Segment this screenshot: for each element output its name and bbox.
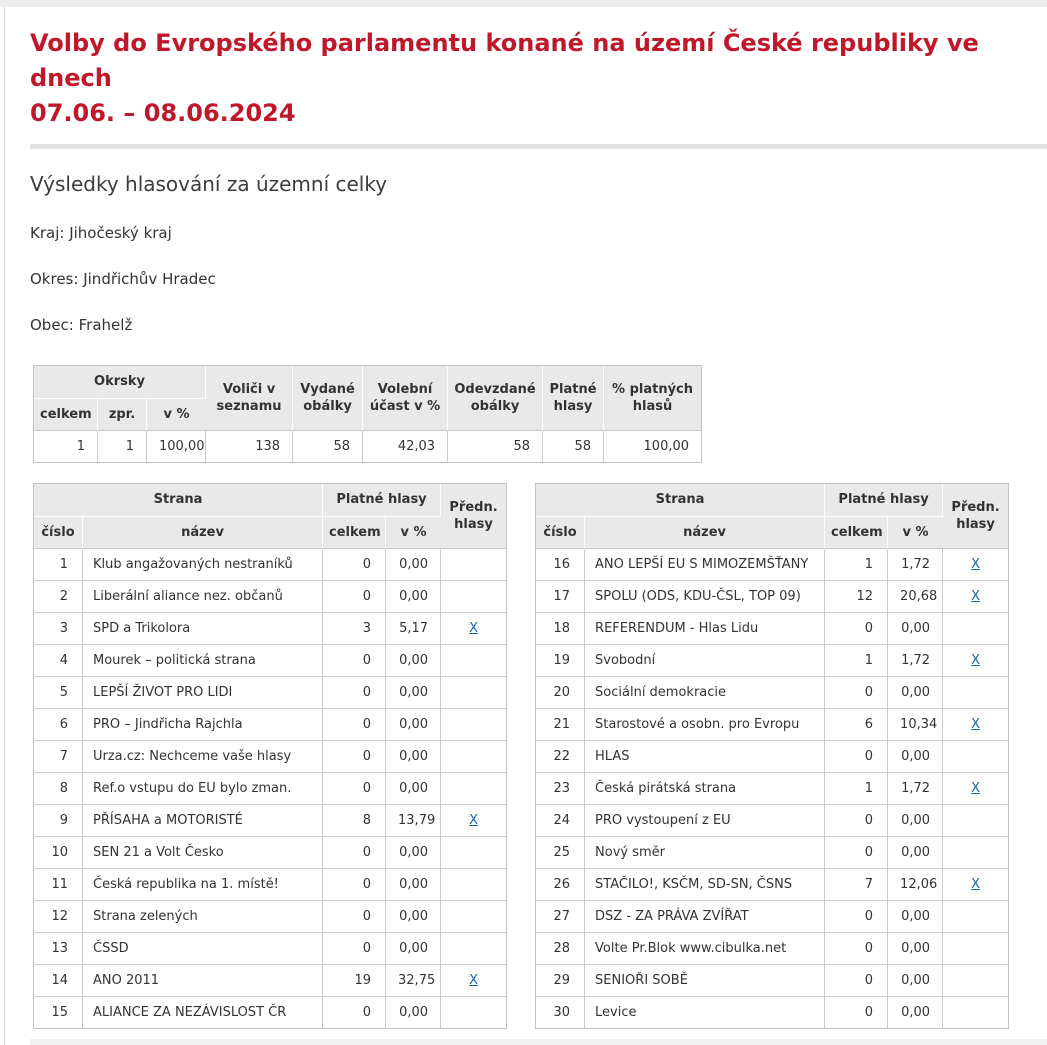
party-pref-cell xyxy=(441,709,506,741)
celkem-header: celkem xyxy=(323,517,386,550)
party-number-cell: 5 xyxy=(34,677,83,709)
party-votes-cell: 0 xyxy=(825,677,888,709)
party-pct-cell: 0,00 xyxy=(888,965,943,997)
left-border-line xyxy=(4,7,5,1045)
party-pct-cell: 0,00 xyxy=(888,613,943,645)
party-number-cell: 23 xyxy=(536,773,585,805)
party-number-cell: 12 xyxy=(34,901,83,933)
party-pct-cell: 0,00 xyxy=(888,677,943,709)
table-row xyxy=(34,677,506,709)
table-row xyxy=(536,677,1008,709)
platne-hlasy-value: 58 xyxy=(543,431,604,462)
party-name-cell: ČSSD xyxy=(83,933,323,965)
party-name-cell: Volte Pr.Blok www.cibulka.net xyxy=(585,933,825,965)
party-number-cell: 6 xyxy=(34,709,83,741)
party-votes-cell: 0 xyxy=(323,677,386,709)
party-pct-cell: 0,00 xyxy=(386,837,441,869)
kraj-line xyxy=(30,224,1047,242)
party-pref-cell xyxy=(441,837,506,869)
party-pref-cell xyxy=(943,869,1008,901)
table-row xyxy=(536,965,1008,997)
platne-hlasy-header: Platné hlasy xyxy=(543,366,604,431)
party-number-cell: 13 xyxy=(34,933,83,965)
party-pct-cell: 0,00 xyxy=(888,837,943,869)
preferential-votes-link[interactable]: X xyxy=(469,973,478,989)
party-name-cell: Urza.cz: Nechceme vaše hlasy xyxy=(83,741,323,773)
party-pref-cell xyxy=(441,869,506,901)
bottom-gray-strip xyxy=(30,1039,1047,1045)
summary-table xyxy=(33,365,702,463)
strana-header: Strana xyxy=(34,484,323,517)
party-pref-cell xyxy=(441,933,506,965)
party-pct-cell: 0,00 xyxy=(386,901,441,933)
party-votes-cell: 0 xyxy=(323,773,386,805)
party-pct-cell: 32,75 xyxy=(386,965,441,997)
volebni-ucast-header: Volební účast v % xyxy=(363,366,448,431)
party-votes-cell: 0 xyxy=(323,997,386,1028)
volebni-ucast-value: 42,03 xyxy=(363,431,448,462)
party-pct-cell: 0,00 xyxy=(386,677,441,709)
party-name-cell: SPD a Trikolora xyxy=(83,613,323,645)
party-pref-cell xyxy=(441,645,506,677)
party-pref-cell xyxy=(441,901,506,933)
party-pref-cell xyxy=(943,805,1008,837)
party-pref-cell xyxy=(943,581,1008,613)
okres-value: Jindřichův Hradec xyxy=(83,270,216,288)
party-pct-cell: 5,17 xyxy=(386,613,441,645)
party-votes-cell: 8 xyxy=(323,805,386,837)
page-title-line-1: Volby do Evropského parlamentu konané na území České republiky ve dnech xyxy=(30,29,979,92)
table-row xyxy=(536,549,1008,581)
party-number-cell: 14 xyxy=(34,965,83,997)
table-row xyxy=(536,613,1008,645)
party-pref-cell xyxy=(943,773,1008,805)
party-number-cell: 16 xyxy=(536,549,585,581)
party-pct-cell: 0,00 xyxy=(386,933,441,965)
table-row xyxy=(34,549,506,581)
okrsky-vpct-header: v % xyxy=(147,399,206,432)
party-votes-cell: 7 xyxy=(825,869,888,901)
party-votes-cell: 0 xyxy=(323,741,386,773)
kraj-value: Jihočeský kraj xyxy=(69,224,172,242)
party-votes-cell: 0 xyxy=(323,933,386,965)
party-number-cell: 20 xyxy=(536,677,585,709)
party-pct-cell: 0,00 xyxy=(888,805,943,837)
party-number-cell: 30 xyxy=(536,997,585,1028)
summary-row xyxy=(34,431,701,462)
party-number-cell: 19 xyxy=(536,645,585,677)
party-votes-cell: 0 xyxy=(323,709,386,741)
party-name-cell: Mourek – politická strana xyxy=(83,645,323,677)
party-pct-cell: 0,00 xyxy=(888,997,943,1028)
party-number-cell: 4 xyxy=(34,645,83,677)
party-pct-cell: 0,00 xyxy=(386,741,441,773)
party-votes-cell: 0 xyxy=(323,901,386,933)
party-votes-cell: 0 xyxy=(825,741,888,773)
party-number-cell: 22 xyxy=(536,741,585,773)
section-heading: Výsledky hlasování za územní celky xyxy=(30,172,388,196)
party-name-cell: ALIANCE ZA NEZÁVISLOST ČR xyxy=(83,997,323,1028)
party-pct-cell: 0,00 xyxy=(386,581,441,613)
party-tables-container xyxy=(33,483,1047,1029)
obec-label: Obec: xyxy=(30,316,74,334)
party-number-cell: 2 xyxy=(34,581,83,613)
party-pref-cell xyxy=(943,741,1008,773)
party-name-cell: SEN 21 a Volt Česko xyxy=(83,837,323,869)
table-row xyxy=(536,933,1008,965)
table-row xyxy=(34,997,506,1028)
celkem-header: celkem xyxy=(825,517,888,550)
vydane-obalky-value: 58 xyxy=(293,431,363,462)
party-pref-cell xyxy=(441,997,506,1028)
party-votes-cell: 0 xyxy=(323,645,386,677)
party-number-cell: 3 xyxy=(34,613,83,645)
party-number-cell: 21 xyxy=(536,709,585,741)
table-row xyxy=(536,645,1008,677)
party-name-cell: Česká republika na 1. místě! xyxy=(83,869,323,901)
party-number-cell: 15 xyxy=(34,997,83,1028)
table-row xyxy=(34,581,506,613)
kraj-label: Kraj: xyxy=(30,224,65,242)
party-pref-cell xyxy=(441,965,506,997)
preferential-votes-link[interactable]: X xyxy=(971,557,981,573)
party-number-cell: 29 xyxy=(536,965,585,997)
party-votes-cell: 0 xyxy=(323,869,386,901)
party-pref-cell xyxy=(441,741,506,773)
party-pct-cell: 0,00 xyxy=(888,901,943,933)
cislo-header: číslo xyxy=(34,517,83,550)
party-name-cell: Svobodní xyxy=(585,645,825,677)
party-name-cell: DSZ - ZA PRÁVA ZVÍŘAT xyxy=(585,901,825,933)
party-pct-cell: 0,00 xyxy=(888,741,943,773)
party-votes-cell: 0 xyxy=(323,581,386,613)
preferential-votes-link[interactable]: X xyxy=(971,653,981,669)
party-pct-cell: 12,06 xyxy=(888,869,943,901)
pct-platnych-hlasu-header: % platných hlasů xyxy=(604,366,701,431)
table-row xyxy=(34,837,506,869)
party-pref-cell xyxy=(441,805,506,837)
content-area xyxy=(0,7,1047,1045)
table-row xyxy=(34,773,506,805)
top-gray-strip xyxy=(0,0,1047,7)
party-votes-cell: 0 xyxy=(825,805,888,837)
party-name-cell: Levice xyxy=(585,997,825,1028)
table-row xyxy=(34,741,506,773)
platne-hlasy-group-header: Platné hlasy xyxy=(323,484,441,517)
party-votes-cell: 0 xyxy=(825,997,888,1028)
okrsky-zpr-value: 1 xyxy=(98,431,147,462)
preferential-votes-link[interactable]: X xyxy=(469,813,478,829)
party-pref-cell xyxy=(943,933,1008,965)
party-votes-cell: 0 xyxy=(825,901,888,933)
table-row xyxy=(34,645,506,677)
party-votes-cell: 1 xyxy=(825,773,888,805)
horizontal-rule xyxy=(30,144,1047,149)
okrsky-zpr-header: zpr. xyxy=(98,399,147,432)
okrsky-vpct-value: 100,00 xyxy=(147,431,206,462)
table-row xyxy=(536,901,1008,933)
party-number-cell: 1 xyxy=(34,549,83,581)
party-pref-cell xyxy=(943,549,1008,581)
party-name-cell: SENIOŘI SOBĚ xyxy=(585,965,825,997)
party-number-cell: 18 xyxy=(536,613,585,645)
party-name-cell: Česká pirátská strana xyxy=(585,773,825,805)
party-pref-cell xyxy=(943,901,1008,933)
party-pref-cell xyxy=(943,965,1008,997)
party-pct-cell: 1,72 xyxy=(888,645,943,677)
party-pref-cell xyxy=(441,613,506,645)
party-number-cell: 25 xyxy=(536,837,585,869)
party-votes-cell: 0 xyxy=(825,837,888,869)
okrsky-celkem-value: 1 xyxy=(34,431,98,462)
party-table-left xyxy=(33,483,507,1029)
party-pct-cell: 10,34 xyxy=(888,709,943,741)
party-name-cell: LEPŠÍ ŽIVOT PRO LIDI xyxy=(83,677,323,709)
party-votes-cell: 12 xyxy=(825,581,888,613)
party-pct-cell: 1,72 xyxy=(888,549,943,581)
party-pct-cell: 1,72 xyxy=(888,773,943,805)
party-votes-cell: 1 xyxy=(825,549,888,581)
table-row xyxy=(536,741,1008,773)
preferential-votes-link[interactable]: X xyxy=(971,877,981,893)
party-name-cell: PŘÍSAHA a MOTORISTÉ xyxy=(83,805,323,837)
party-votes-cell: 3 xyxy=(323,613,386,645)
party-pct-cell: 0,00 xyxy=(386,549,441,581)
table-row xyxy=(34,869,506,901)
party-pct-cell: 0,00 xyxy=(386,869,441,901)
table-row xyxy=(536,709,1008,741)
table-row xyxy=(34,805,506,837)
party-name-cell: PRO – Jindřicha Rajchla xyxy=(83,709,323,741)
table-row xyxy=(34,965,506,997)
okres-line xyxy=(30,270,1047,288)
party-pref-cell xyxy=(943,837,1008,869)
odevzdane-obalky-value: 58 xyxy=(448,431,543,462)
vpct-header: v % xyxy=(888,517,943,550)
party-name-cell: Nový směr xyxy=(585,837,825,869)
vydane-obalky-header: Vydané obálky xyxy=(293,366,363,431)
party-number-cell: 27 xyxy=(536,901,585,933)
table-row xyxy=(536,805,1008,837)
party-pref-cell xyxy=(441,773,506,805)
party-pref-cell xyxy=(943,645,1008,677)
party-name-cell: Strana zelených xyxy=(83,901,323,933)
obec-value: Frahelž xyxy=(78,316,133,334)
table-row xyxy=(536,773,1008,805)
obec-line xyxy=(30,316,1047,334)
party-name-cell: Starostové a osobn. pro Evropu xyxy=(585,709,825,741)
party-votes-cell: 0 xyxy=(825,965,888,997)
party-number-cell: 8 xyxy=(34,773,83,805)
party-name-cell: Sociální demokracie xyxy=(585,677,825,709)
party-number-cell: 24 xyxy=(536,805,585,837)
cislo-header: číslo xyxy=(536,517,585,550)
page-title-line-2: 07.06. – 08.06.2024 xyxy=(30,99,296,127)
preferential-votes-link[interactable]: X xyxy=(469,621,478,637)
party-pref-cell xyxy=(441,581,506,613)
party-pref-cell xyxy=(441,549,506,581)
table-row xyxy=(34,709,506,741)
party-votes-cell: 19 xyxy=(323,965,386,997)
table-row xyxy=(34,901,506,933)
party-number-cell: 9 xyxy=(34,805,83,837)
party-pct-cell: 20,68 xyxy=(888,581,943,613)
party-votes-cell: 0 xyxy=(323,549,386,581)
preferential-votes-link[interactable]: X xyxy=(971,589,981,605)
preferential-votes-link[interactable]: X xyxy=(971,717,981,733)
party-pref-cell xyxy=(943,677,1008,709)
party-number-cell: 17 xyxy=(536,581,585,613)
platne-hlasy-group-header: Platné hlasy xyxy=(825,484,943,517)
predn-hlasy-header: Předn. hlasy xyxy=(441,484,506,549)
party-votes-cell: 0 xyxy=(323,837,386,869)
party-name-cell: ANO 2011 xyxy=(83,965,323,997)
table-row xyxy=(536,837,1008,869)
nazev-header: název xyxy=(585,517,825,550)
table-row xyxy=(536,997,1008,1028)
preferential-votes-link[interactable]: X xyxy=(971,781,981,797)
vpct-header: v % xyxy=(386,517,441,550)
party-pct-cell: 0,00 xyxy=(386,709,441,741)
predn-hlasy-header: Předn. hlasy xyxy=(943,484,1008,549)
okrsky-header: Okrsky xyxy=(34,366,206,399)
party-number-cell: 26 xyxy=(536,869,585,901)
nazev-header: název xyxy=(83,517,323,550)
party-name-cell: HLAS xyxy=(585,741,825,773)
strana-header: Strana xyxy=(536,484,825,517)
party-pct-cell: 13,79 xyxy=(386,805,441,837)
party-number-cell: 28 xyxy=(536,933,585,965)
party-table-right xyxy=(535,483,1009,1029)
party-number-cell: 7 xyxy=(34,741,83,773)
party-pct-cell: 0,00 xyxy=(386,645,441,677)
party-name-cell: PRO vystoupení z EU xyxy=(585,805,825,837)
table-row xyxy=(34,613,506,645)
party-votes-cell: 6 xyxy=(825,709,888,741)
volici-v-seznamu-header: Voliči v seznamu xyxy=(206,366,293,431)
okres-label: Okres: xyxy=(30,270,79,288)
party-pref-cell xyxy=(943,709,1008,741)
party-pct-cell: 0,00 xyxy=(386,773,441,805)
party-number-cell: 11 xyxy=(34,869,83,901)
party-name-cell: ANO LEPŠÍ EU S MIMOZEMŠŤANY xyxy=(585,549,825,581)
party-votes-cell: 1 xyxy=(825,645,888,677)
table-row xyxy=(536,581,1008,613)
pct-platnych-hlasu-value: 100,00 xyxy=(604,431,701,462)
volici-v-seznamu-value: 138 xyxy=(206,431,293,462)
party-number-cell: 10 xyxy=(34,837,83,869)
table-row xyxy=(536,869,1008,901)
odevzdane-obalky-header: Odevzdané obálky xyxy=(448,366,543,431)
party-votes-cell: 0 xyxy=(825,613,888,645)
party-votes-cell: 0 xyxy=(825,933,888,965)
party-pref-cell xyxy=(943,997,1008,1028)
party-name-cell: Klub angažovaných nestraníků xyxy=(83,549,323,581)
party-pref-cell xyxy=(943,613,1008,645)
page-title xyxy=(30,26,1047,131)
party-name-cell: REFERENDUM - Hlas Lidu xyxy=(585,613,825,645)
party-name-cell: Liberální aliance nez. občanů xyxy=(83,581,323,613)
party-pref-cell xyxy=(441,677,506,709)
party-pct-cell: 0,00 xyxy=(386,997,441,1028)
okrsky-celkem-header: celkem xyxy=(34,399,98,432)
party-pct-cell: 0,00 xyxy=(888,933,943,965)
party-name-cell: STAČILO!, KSČM, SD-SN, ČSNS xyxy=(585,869,825,901)
party-name-cell: Ref.o vstupu do EU bylo zman. xyxy=(83,773,323,805)
table-row xyxy=(34,933,506,965)
party-name-cell: SPOLU (ODS, KDU-ČSL, TOP 09) xyxy=(585,581,825,613)
